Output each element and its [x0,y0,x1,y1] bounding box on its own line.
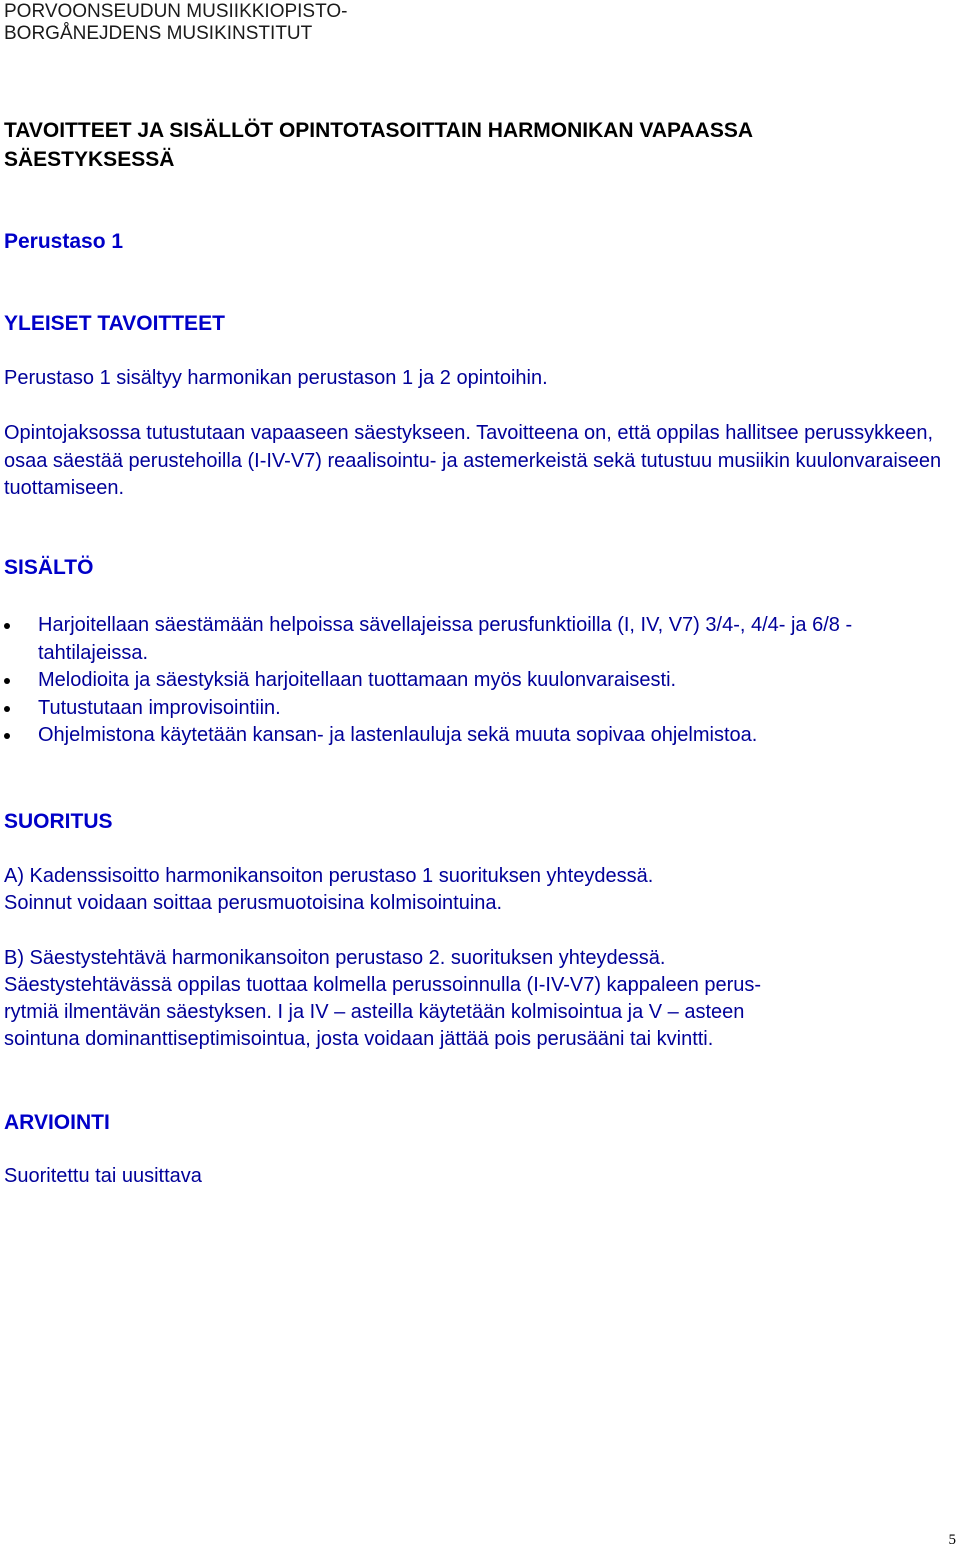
level-heading: Perustaso 1 [4,230,124,253]
list-item-text: Harjoitellaan säestämään helpoissa sävellajeissa perusfunktioilla (I, IV, V7) 3/4-, 4/4- ja 6/8 - tahtilajeissa. [38,614,853,664]
list-item [4,612,958,667]
content-list [4,612,958,750]
general-goals-paragraph-1: Perustaso 1 sisältyy harmonikan perustason 1 ja 2 opintoihin. [4,367,548,389]
general-goals-heading: YLEISET TAVOITTEET [4,312,225,335]
content-heading: SISÄLTÖ [4,556,94,579]
document-title-line2: SÄESTYKSESSÄ [4,148,175,171]
list-item [4,722,958,750]
bullet-icon [4,678,10,684]
list-item-text: Tutustutaan improvisointiin. [38,696,281,719]
bullet-icon [4,706,10,712]
assessment-text: Suoritettu tai uusittava [4,1165,202,1187]
performance-part-a-line2: Soinnut voidaan soittaa perusmuotoisina kolmisointuina. [4,892,503,914]
list-item [4,667,958,695]
document-title-line1: TAVOITTEET JA SISÄLLÖT OPINTOTASOITTAIN HARMONIKAN VAPAASSA [4,119,754,142]
bullet-icon [4,623,10,629]
performance-part-b-line3: rytmiä ilmentävän säestyksen. I ja IV – asteilla käytetään kolmisointua ja V – asteen [4,1001,745,1023]
institution-name-line2: BORGÅNEJDENS MUSIKINSTITUT [4,23,313,44]
performance-part-a-line1: A) Kadenssisoitto harmonikansoiton perustaso 1 suorituksen yhteydessä. [4,865,654,887]
page-number: 5 [948,1532,956,1548]
performance-part-b-line2: Säestystehtävässä oppilas tuottaa kolmella perussoinnulla (I-IV-V7) kappaleen perus- [4,974,762,996]
performance-part-b-line1: B) Säestystehtävä harmonikansoiton perustaso 2. suorituksen yhteydessä. [4,947,666,969]
list-item-text: Ohjelmistona käytetään kansan- ja lastenlauluja sekä muuta sopivaa ohjelmistoa. [38,724,758,746]
general-goals-paragraph-2: Opintojaksossa tutustutaan vapaaseen säestykseen. Tavoitteena on, että oppilas hallitsee perussykkeen, osaa säestää perustehoilla (I-IV-V7) reaalisointu- ja astemerkeistä sekä tutustuu musiikin kuulonvaraiseen tuottamiseen. [4,422,942,499]
performance-part-b-line4: sointuna dominanttiseptimisointua, josta voidaan jättää pois perusääni tai kvintti. [4,1028,714,1050]
assessment-heading: ARVIOINTI [4,1111,110,1134]
list-item-text: Melodioita ja säestyksiä harjoitellaan tuottamaan myös kuulonvaraisesti. [38,669,677,691]
list-item [4,695,958,723]
institution-name-line1: PORVOONSEUDUN MUSIIKKIOPISTO- [4,1,348,22]
performance-heading: SUORITUS [4,810,113,833]
bullet-icon [4,733,10,739]
